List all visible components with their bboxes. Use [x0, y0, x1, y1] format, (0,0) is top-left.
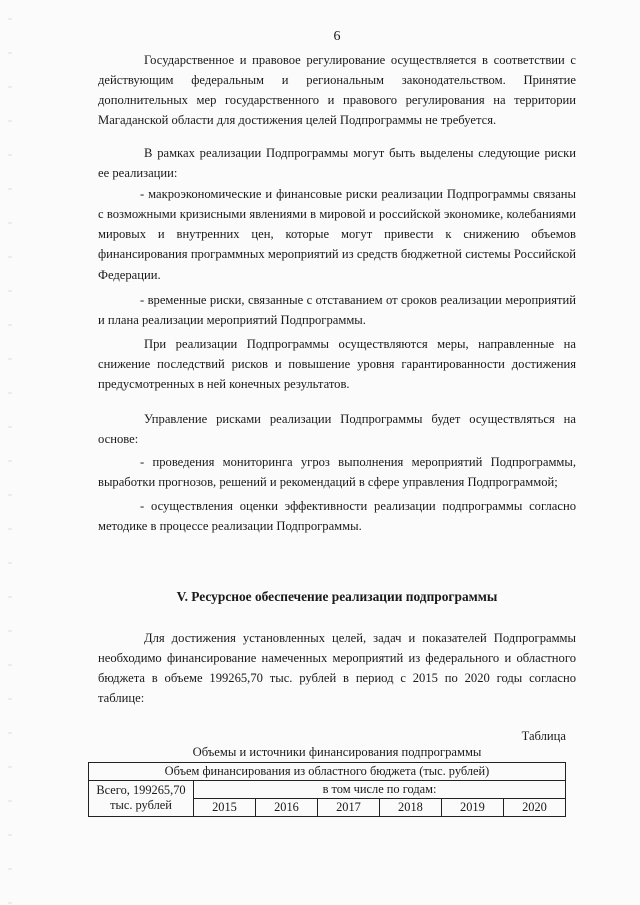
- table-total-cell: [89, 780, 194, 816]
- paragraph-regulation: Государственное и правовое регулирование осуществляется в соответствии с действующим федеральным и региональным законодательством. Принятие дополнительных мер государственного и правового регулирования на территории Магаданской области для достижения целей Подпрограммы не требуется.: [98, 53, 576, 128]
- table-year-cell: 2019: [441, 798, 503, 816]
- list-item-monitoring: - проведения мониторинга угроз выполнения мероприятий Подпрограммы, выработки прогнозов, решений и рекомендаций в сфере управления Подпрограммой;: [98, 455, 576, 490]
- table-title: Объемы и источники финансирования подпрограммы: [192, 745, 482, 759]
- table-header-row: [89, 763, 566, 781]
- scan-edge-artifact: [8, 0, 12, 905]
- list-item-macro-risks: - макроэкономические и финансовые риски реализации Подпрограммы связаны с возможными кризисными явлениями в мировой и российской экономике, колебаниями мировых и внутренних цен, которые могут привести к снижению объемов финансирования программных мероприятий из средств бюджетной системы Российской Федерации.: [98, 187, 576, 282]
- table-year-cell: 2020: [503, 798, 565, 816]
- table-header: Объем финансирования из областного бюджета (тыс. рублей): [89, 763, 566, 781]
- table-total-line1: Всего, 199265,70: [96, 783, 186, 798]
- list-item-time-risks: - временные риски, связанные с отставанием от сроков реализации мероприятий и плана реализации мероприятий Подпрограммы.: [98, 293, 576, 328]
- table-label: Таблица: [521, 729, 566, 743]
- paragraph-risk-management: Управление рисками реализации Подпрограммы будет осуществляться на основе:: [98, 412, 576, 447]
- paragraph-funding: Для достижения установленных целей, задач и показателей Подпрограммы необходимо финансирование намеченных мероприятий из федерального и областного бюджета в объеме 199265,70 тыс. рублей в период с 2015 по 2020 годы согласно таблице:: [98, 631, 576, 706]
- table-subheader: в том числе по годам:: [194, 780, 566, 798]
- table-year-cell: 2015: [194, 798, 256, 816]
- table-year-cell: 2018: [379, 798, 441, 816]
- section-title: V. Ресурсное обеспечение реализации подпрограммы: [176, 589, 498, 604]
- paragraph-risks-intro: В рамках реализации Подпрограммы могут быть выделены следующие риски ее реализации:: [98, 146, 576, 181]
- list-item-evaluation: - осуществления оценки эффективности реализации подпрограммы согласно методике в процессе реализации Подпрограммы.: [98, 499, 576, 534]
- page-number: 6: [333, 29, 341, 44]
- table-year-cell: 2016: [255, 798, 317, 816]
- funding-table: [88, 762, 566, 817]
- table-year-cell: 2017: [317, 798, 379, 816]
- paragraph-measures: При реализации Подпрограммы осуществляются меры, направленные на снижение последствий рисков и повышение уровня гарантированности достижения предусмотренных в ней конечных результатов.: [98, 337, 576, 392]
- table-row: [89, 780, 566, 798]
- table-total-line2: тыс. рублей: [110, 798, 172, 813]
